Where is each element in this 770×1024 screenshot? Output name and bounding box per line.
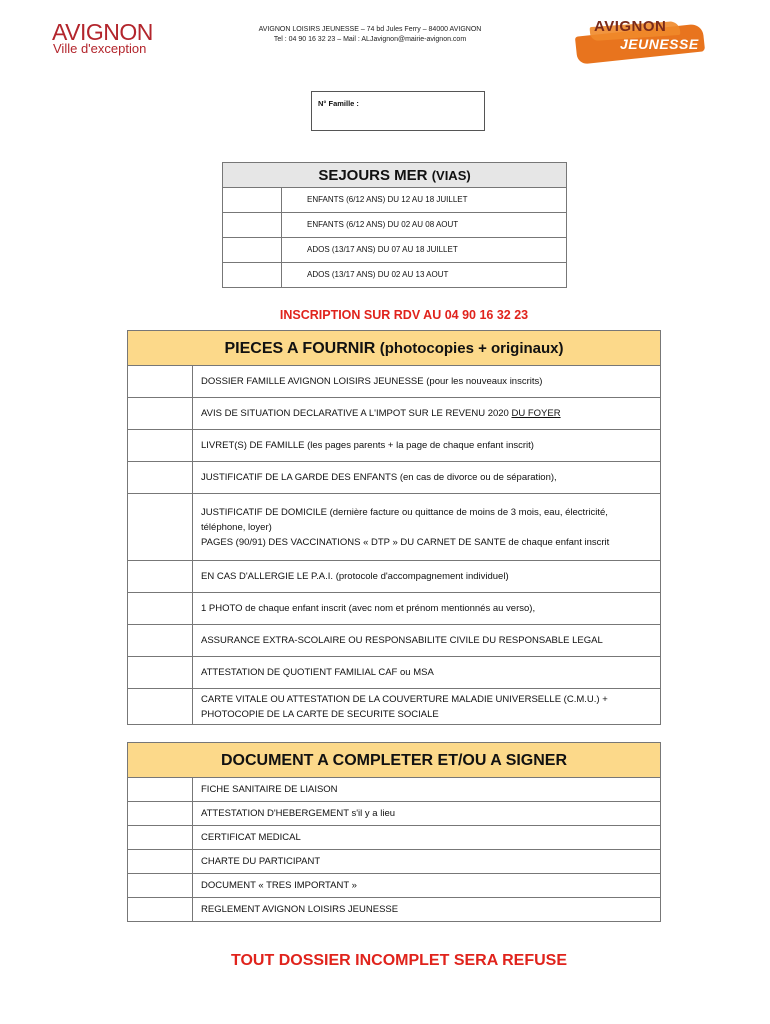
sejours-table xyxy=(222,162,567,288)
table-row xyxy=(128,874,660,898)
inscription-notice: INSCRIPTION SUR RDV AU 04 90 16 32 23 xyxy=(279,308,529,322)
table-row xyxy=(223,188,566,213)
logo-word-jeunesse: JEUNESSE xyxy=(620,36,699,52)
document-label: DOCUMENT « TRES IMPORTANT » xyxy=(201,880,357,891)
piece-label: DOSSIER FAMILLE AVIGNON LOISIRS JEUNESSE (pour les nouveaux inscrits) xyxy=(201,376,543,387)
checkbox-cell[interactable] xyxy=(128,494,193,560)
sejours-title-main: SEJOURS MER xyxy=(318,167,428,184)
checkbox-cell[interactable] xyxy=(128,657,193,688)
checkbox-cell[interactable] xyxy=(128,778,193,801)
header-address: AVIGNON LOISIRS JEUNESSE – 74 bd Jules Ferry – 84000 AVIGNON xyxy=(258,26,482,33)
piece-label: CARTE VITALE OU ATTESTATION DE LA COUVERTURE MALADIE UNIVERSELLE (C.M.U.) + PHOTOCOPIE DE LA CARTE DE SECURITE SOCIALE xyxy=(201,693,608,720)
pieces-table xyxy=(127,330,661,725)
piece-label: ATTESTATION DE QUOTIENT FAMILIAL CAF ou MSA xyxy=(201,667,434,678)
sejour-label: ADOS (13/17 ANS) DU 02 AU 13 AOUT xyxy=(307,270,449,279)
document-label: CERTIFICAT MEDICAL xyxy=(201,832,301,843)
table-row xyxy=(128,850,660,874)
piece-label: 1 PHOTO de chaque enfant inscrit (avec nom et prénom mentionnés au verso), xyxy=(201,603,536,614)
sejour-label: ADOS (13/17 ANS) DU 07 AU 18 JUILLET xyxy=(307,245,458,254)
document-label: ATTESTATION D'HEBERGEMENT s'il y a lieu xyxy=(201,808,396,819)
checkbox-cell[interactable] xyxy=(128,874,193,897)
piece-label: LIVRET(S) DE FAMILLE (les pages parents + la page de chaque enfant inscrit) xyxy=(201,440,534,451)
document-label: REGLEMENT AVIGNON LOISIRS JEUNESSE xyxy=(201,904,399,915)
table-row xyxy=(128,561,660,593)
table-row xyxy=(128,657,660,689)
table-row xyxy=(128,802,660,826)
checkbox-cell[interactable] xyxy=(223,238,282,262)
table-row xyxy=(128,398,660,430)
piece-label-main: AVIS DE SITUATION DECLARATIVE A L'IMPOT SUR LE REVENU 2020 xyxy=(201,408,512,419)
document-title: DOCUMENT A COMPLETER ET/OU A SIGNER xyxy=(128,743,660,778)
table-row xyxy=(223,263,566,287)
table-row xyxy=(128,593,660,625)
checkbox-cell[interactable] xyxy=(128,366,193,397)
checkbox-cell[interactable] xyxy=(223,263,282,287)
avignon-logo-subtitle: Ville d'exception xyxy=(53,41,147,56)
checkbox-cell[interactable] xyxy=(128,898,193,921)
sejours-title xyxy=(223,163,566,188)
pieces-title-note: (photocopies + originaux) xyxy=(379,340,564,357)
table-row xyxy=(128,366,660,398)
pieces-title xyxy=(128,331,660,366)
checkbox-cell[interactable] xyxy=(128,850,193,873)
table-row xyxy=(128,625,660,657)
piece-label: ASSURANCE EXTRA-SCOLAIRE OU RESPONSABILITE CIVILE DU RESPONSABLE LEGAL xyxy=(201,635,603,646)
table-row xyxy=(128,462,660,494)
header-contact: Tel : 04 90 16 32 23 – Mail : ALJavignon@mairie-avignon.com xyxy=(273,36,467,43)
checkbox-cell[interactable] xyxy=(128,462,193,493)
checkbox-cell[interactable] xyxy=(128,561,193,592)
sejour-label: ENFANTS (6/12 ANS) DU 12 AU 18 JUILLET xyxy=(307,195,468,204)
sejours-title-location: (VIAS) xyxy=(431,168,471,183)
table-row xyxy=(128,689,660,724)
table-row xyxy=(128,430,660,462)
avignon-logo-title: AVIGNON xyxy=(52,19,153,45)
checkbox-cell[interactable] xyxy=(128,826,193,849)
piece-label: JUSTIFICATIF DE DOMICILE (dernière facture ou quittance de moins de 3 mois, eau, électricité, téléphone, loyer) PAGES (90/91) DES VACCINATIONS « DTP » DU CARNET DE SANTE de chaque enfant inscrit xyxy=(201,506,610,548)
piece-label: JUSTIFICATIF DE LA GARDE DES ENFANTS (en cas de divorce ou de séparation), xyxy=(201,472,557,483)
table-row xyxy=(128,494,660,561)
document-label: CHARTE DU PARTICIPANT xyxy=(201,856,321,867)
sejour-label: ENFANTS (6/12 ANS) DU 02 AU 08 AOUT xyxy=(307,220,459,229)
document-label: FICHE SANITAIRE DE LIAISON xyxy=(201,784,338,795)
famille-number-field[interactable] xyxy=(311,91,485,131)
table-row xyxy=(223,213,566,238)
table-row xyxy=(128,826,660,850)
checkbox-cell[interactable] xyxy=(128,430,193,461)
table-row xyxy=(223,238,566,263)
checkbox-cell[interactable] xyxy=(223,188,282,212)
table-row xyxy=(128,898,660,921)
checkbox-cell[interactable] xyxy=(128,398,193,429)
checkbox-cell[interactable] xyxy=(128,689,193,724)
pieces-title-main: PIECES A FOURNIR xyxy=(224,340,376,357)
table-row xyxy=(128,778,660,802)
checkbox-cell[interactable] xyxy=(128,625,193,656)
checkbox-cell[interactable] xyxy=(128,802,193,825)
logo-word-avignon: AVIGNON xyxy=(594,18,667,35)
piece-label xyxy=(193,398,660,429)
incomplete-warning: TOUT DOSSIER INCOMPLET SERA REFUSE xyxy=(230,952,568,969)
piece-label: EN CAS D'ALLERGIE LE P.A.I. (protocole d'accompagnement individuel) xyxy=(201,571,509,582)
checkbox-cell[interactable] xyxy=(223,213,282,237)
famille-label: N° Famille : xyxy=(318,99,359,108)
document-table xyxy=(127,742,661,922)
piece-label-underlined: DU FOYER xyxy=(511,408,561,419)
avignon-jeunesse-logo xyxy=(572,16,712,64)
checkbox-cell[interactable] xyxy=(128,593,193,624)
